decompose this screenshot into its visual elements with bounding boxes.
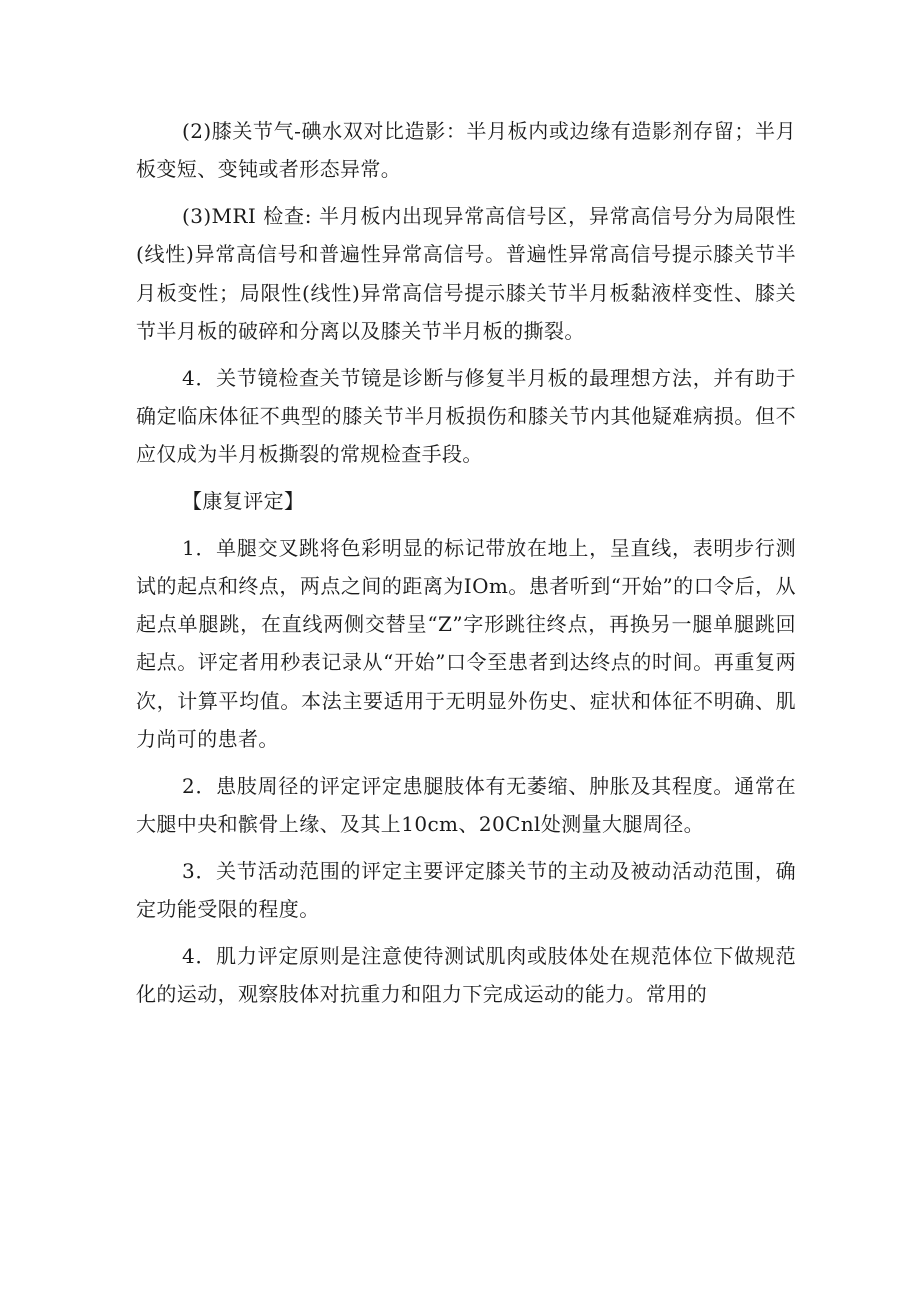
paragraph-range-of-motion: 3．关节活动范围的评定主要评定膝关节的主动及被动活动范围，确定功能受限的程度。 (136, 858, 796, 921)
paragraph-muscle-strength: 4．肌力评定原则是注意使待测试肌肉或肢体处在规范体位下做规范化的运动，观察肢体对抗重力和阻力下完成运动的能力。常用的 (136, 943, 796, 1006)
paragraph-limb-circumference: 2．患肢周径的评定评定患腿肢体有无萎缩、肿胀及其程度。通常在大腿中央和髌骨上缘、及其上10cm、20Cnl处测量大腿周径。 (136, 773, 796, 836)
paragraph-mri: (3)MRI 检查: 半月板内出现异常高信号区，异常高信号分为局限性(线性)异常高信号和普遍性异常高信号。普遍性异常高信号提示膝关节半月板变性；局限性(线性)异常高信号提示膝关节半月板黏液样变性、膝关节半月板的破碎和分离以及膝关节半月板的撕裂。 (136, 203, 796, 343)
section-heading-rehab-assessment: 【康复评定】 (182, 488, 305, 513)
paragraph-arthroscopy: 4．关节镜检查关节镜是诊断与修复半月板的最理想方法，并有助于确定临床体征不典型的膝关节半月板损伤和膝关节内其他疑难病损。但不应仅成为半月板撕裂的常规检查手段。 (136, 365, 796, 467)
paragraph-arthrography: (2)膝关节气-碘水双对比造影：半月板内或边缘有造影剂存留；半月板变短、变钝或者形态异常。 (136, 119, 796, 182)
paragraph-single-leg-hop: 1．单腿交叉跳将色彩明显的标记带放在地上，呈直线，表明步行测试的起点和终点，两点之间的距离为IOm。患者听到“开始”的口令后，从起点单腿跳，在直线两侧交替呈“Z”字形跳往终点，再换另一腿单腿跳回起点。评定者用秒表记录从“开始”口令至患者到达终点的时间。再重复两次，计算平均值。本法主要适用于无明显外伤史、症状和体征不明确、肌力尚可的患者。 (136, 535, 796, 752)
body-text (136, 112, 796, 1022)
